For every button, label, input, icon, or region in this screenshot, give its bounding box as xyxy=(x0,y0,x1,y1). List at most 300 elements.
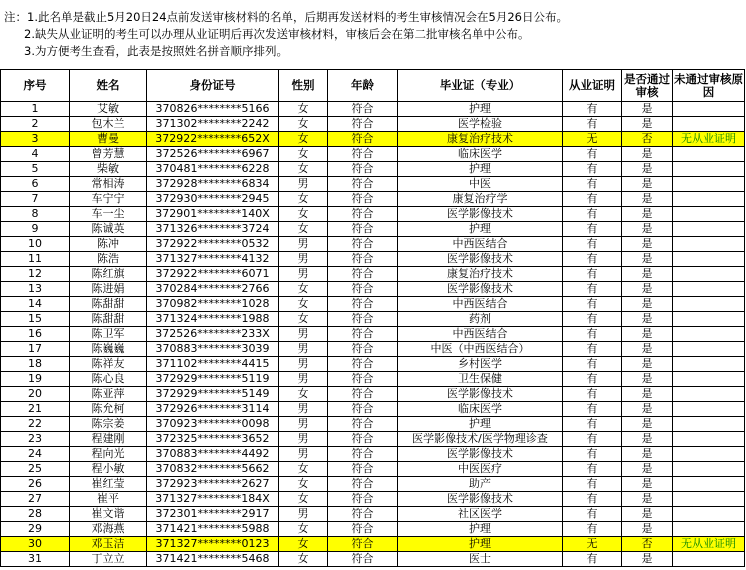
cell-major: 药剂 xyxy=(398,312,563,327)
cell-cert: 有 xyxy=(563,237,622,252)
cell-age: 符合 xyxy=(328,372,398,387)
cell-name: 陈祥友 xyxy=(70,357,147,372)
cell-cert: 有 xyxy=(563,297,622,312)
cell-cert: 有 xyxy=(563,432,622,447)
cell-id: 371326********3724 xyxy=(147,222,279,237)
cell-name: 邓海燕 xyxy=(70,522,147,537)
table-row xyxy=(1,417,745,432)
cell-id: 370832********5662 xyxy=(147,462,279,477)
cell-reason xyxy=(673,417,745,432)
header-major: 毕业证（专业） xyxy=(398,70,563,102)
cell-id: 372929********5149 xyxy=(147,387,279,402)
cell-name: 车一尘 xyxy=(70,207,147,222)
cell-pass: 是 xyxy=(622,477,673,492)
cell-sex: 男 xyxy=(279,402,328,417)
cell-age: 符合 xyxy=(328,132,398,147)
cell-age: 符合 xyxy=(328,252,398,267)
cell-pass: 否 xyxy=(622,132,673,147)
table-row xyxy=(1,237,745,252)
cell-reason xyxy=(673,252,745,267)
cell-id: 372526********6967 xyxy=(147,147,279,162)
cell-no: 12 xyxy=(1,267,70,282)
cell-pass: 是 xyxy=(622,432,673,447)
cell-pass: 是 xyxy=(622,222,673,237)
cell-major: 护理 xyxy=(398,162,563,177)
cell-id: 370481********6228 xyxy=(147,162,279,177)
cell-no: 25 xyxy=(1,462,70,477)
cell-cert: 有 xyxy=(563,417,622,432)
cell-reason xyxy=(673,282,745,297)
cell-reason xyxy=(673,522,745,537)
table-row xyxy=(1,462,745,477)
cell-cert: 无 xyxy=(563,132,622,147)
cell-pass: 是 xyxy=(622,417,673,432)
cell-no: 10 xyxy=(1,237,70,252)
cell-name: 陈甜甜 xyxy=(70,312,147,327)
table-row xyxy=(1,447,745,462)
cell-cert: 有 xyxy=(563,252,622,267)
table-row xyxy=(1,207,745,222)
cell-reason xyxy=(673,372,745,387)
cell-cert: 有 xyxy=(563,282,622,297)
cell-no: 8 xyxy=(1,207,70,222)
table-row xyxy=(1,282,745,297)
cell-reason xyxy=(673,102,745,117)
cell-no: 27 xyxy=(1,492,70,507)
cell-id: 371302********2242 xyxy=(147,117,279,132)
cell-no: 3 xyxy=(1,132,70,147)
cell-major: 医学影像技术 xyxy=(398,252,563,267)
table-row xyxy=(1,552,745,567)
table-row xyxy=(1,267,745,282)
cell-age: 符合 xyxy=(328,432,398,447)
cell-name: 陈进娟 xyxy=(70,282,147,297)
cell-age: 符合 xyxy=(328,507,398,522)
cell-name: 陈红旗 xyxy=(70,267,147,282)
cell-major: 医学影像技术 xyxy=(398,492,563,507)
cell-major: 医学检验 xyxy=(398,117,563,132)
cell-pass: 是 xyxy=(622,492,673,507)
cell-sex: 男 xyxy=(279,357,328,372)
cell-id: 372325********3652 xyxy=(147,432,279,447)
note-2: 2.缺失从业证明的考生可以办理从业证明后再次发送审核材料，审核后会在第二批审核名单中公布。 xyxy=(24,27,530,41)
table-row xyxy=(1,492,745,507)
cell-reason xyxy=(673,477,745,492)
cell-name: 崔红莹 xyxy=(70,477,147,492)
cell-age: 符合 xyxy=(328,237,398,252)
table-row xyxy=(1,342,745,357)
cell-pass: 是 xyxy=(622,252,673,267)
cell-pass: 是 xyxy=(622,342,673,357)
cell-reason xyxy=(673,147,745,162)
table-row xyxy=(1,132,745,147)
cell-no: 11 xyxy=(1,252,70,267)
cell-name: 艾敏 xyxy=(70,102,147,117)
cell-id: 372301********2917 xyxy=(147,507,279,522)
cell-name: 陈巍巍 xyxy=(70,342,147,357)
cell-age: 符合 xyxy=(328,192,398,207)
cell-major: 中西医结合 xyxy=(398,297,563,312)
cell-name: 陈冲 xyxy=(70,237,147,252)
cell-reason xyxy=(673,267,745,282)
header-age: 年龄 xyxy=(328,70,398,102)
cell-cert: 有 xyxy=(563,372,622,387)
cell-reason xyxy=(673,222,745,237)
cell-major: 中西医结合 xyxy=(398,327,563,342)
cell-no: 5 xyxy=(1,162,70,177)
cell-cert: 有 xyxy=(563,327,622,342)
cell-pass: 是 xyxy=(622,237,673,252)
cell-pass: 是 xyxy=(622,522,673,537)
cell-major: 护理 xyxy=(398,522,563,537)
cell-major: 医学影像技术 xyxy=(398,282,563,297)
cell-no: 18 xyxy=(1,357,70,372)
cell-major: 护理 xyxy=(398,222,563,237)
cell-reason xyxy=(673,552,745,567)
cell-no: 28 xyxy=(1,507,70,522)
cell-id: 372922********652X xyxy=(147,132,279,147)
cell-id: 370982********1028 xyxy=(147,297,279,312)
cell-no: 24 xyxy=(1,447,70,462)
cell-pass: 是 xyxy=(622,102,673,117)
cell-major: 助产 xyxy=(398,477,563,492)
table-row xyxy=(1,117,745,132)
cell-id: 372923********2627 xyxy=(147,477,279,492)
cell-age: 符合 xyxy=(328,387,398,402)
cell-cert: 有 xyxy=(563,342,622,357)
cell-age: 符合 xyxy=(328,267,398,282)
cell-age: 符合 xyxy=(328,162,398,177)
cell-name: 车宁宁 xyxy=(70,192,147,207)
cell-cert: 有 xyxy=(563,162,622,177)
cell-reason xyxy=(673,207,745,222)
header-name: 姓名 xyxy=(70,70,147,102)
cell-cert: 有 xyxy=(563,387,622,402)
cell-sex: 女 xyxy=(279,147,328,162)
cell-sex: 女 xyxy=(279,222,328,237)
cell-sex: 女 xyxy=(279,192,328,207)
cell-cert: 有 xyxy=(563,192,622,207)
cell-cert: 有 xyxy=(563,177,622,192)
cell-reason xyxy=(673,312,745,327)
cell-sex: 男 xyxy=(279,267,328,282)
cell-age: 符合 xyxy=(328,342,398,357)
cell-name: 丁立立 xyxy=(70,552,147,567)
cell-name: 陈心良 xyxy=(70,372,147,387)
table-row xyxy=(1,372,745,387)
header-sex: 性别 xyxy=(279,70,328,102)
cell-reason xyxy=(673,192,745,207)
cell-major: 中医医疗 xyxy=(398,462,563,477)
cell-pass: 是 xyxy=(622,402,673,417)
cell-age: 符合 xyxy=(328,477,398,492)
table-row xyxy=(1,387,745,402)
cell-pass: 是 xyxy=(622,117,673,132)
header-cert: 从业证明 xyxy=(563,70,622,102)
header-reason: 未通过审核原因 xyxy=(673,70,745,102)
header-pass: 是否通过审核 xyxy=(622,70,673,102)
cell-major: 康复治疗技术 xyxy=(398,132,563,147)
cell-no: 30 xyxy=(1,537,70,552)
cell-major: 中医 xyxy=(398,177,563,192)
cell-major: 医学影像技术 xyxy=(398,447,563,462)
cell-sex: 女 xyxy=(279,387,328,402)
cell-reason xyxy=(673,507,745,522)
cell-reason xyxy=(673,327,745,342)
cell-cert: 有 xyxy=(563,402,622,417)
cell-sex: 女 xyxy=(279,537,328,552)
cell-age: 符合 xyxy=(328,462,398,477)
cell-name: 程向光 xyxy=(70,447,147,462)
cell-id: 371102********4415 xyxy=(147,357,279,372)
cell-age: 符合 xyxy=(328,282,398,297)
cell-cert: 无 xyxy=(563,537,622,552)
cell-age: 符合 xyxy=(328,177,398,192)
cell-pass: 否 xyxy=(622,537,673,552)
cell-major: 卫生保健 xyxy=(398,372,563,387)
cell-id: 370923********0098 xyxy=(147,417,279,432)
cell-reason xyxy=(673,177,745,192)
cell-reason xyxy=(673,402,745,417)
cell-no: 21 xyxy=(1,402,70,417)
cell-sex: 女 xyxy=(279,117,328,132)
cell-major: 乡村医学 xyxy=(398,357,563,372)
cell-cert: 有 xyxy=(563,102,622,117)
cell-name: 陈宗姜 xyxy=(70,417,147,432)
cell-major: 临床医学 xyxy=(398,402,563,417)
cell-sex: 男 xyxy=(279,237,328,252)
cell-name: 柴敏 xyxy=(70,162,147,177)
cell-sex: 男 xyxy=(279,432,328,447)
cell-cert: 有 xyxy=(563,492,622,507)
cell-reason xyxy=(673,447,745,462)
cell-id: 372929********5119 xyxy=(147,372,279,387)
cell-id: 370826********5166 xyxy=(147,102,279,117)
cell-sex: 女 xyxy=(279,102,328,117)
cell-pass: 是 xyxy=(622,207,673,222)
cell-pass: 是 xyxy=(622,447,673,462)
cell-age: 符合 xyxy=(328,522,398,537)
table-row xyxy=(1,252,745,267)
cell-id: 371324********1988 xyxy=(147,312,279,327)
cell-reason xyxy=(673,162,745,177)
cell-major: 医学影像技术 xyxy=(398,387,563,402)
cell-cert: 有 xyxy=(563,507,622,522)
cell-age: 符合 xyxy=(328,357,398,372)
cell-reason xyxy=(673,297,745,312)
cell-id: 370883********4492 xyxy=(147,447,279,462)
cell-no: 2 xyxy=(1,117,70,132)
cell-no: 26 xyxy=(1,477,70,492)
cell-name: 程建刚 xyxy=(70,432,147,447)
cell-no: 16 xyxy=(1,327,70,342)
cell-no: 14 xyxy=(1,297,70,312)
cell-name: 常相涛 xyxy=(70,177,147,192)
cell-id: 370883********3039 xyxy=(147,342,279,357)
table-row xyxy=(1,312,745,327)
cell-cert: 有 xyxy=(563,312,622,327)
cell-no: 9 xyxy=(1,222,70,237)
table-row xyxy=(1,522,745,537)
cell-age: 符合 xyxy=(328,207,398,222)
cell-sex: 男 xyxy=(279,327,328,342)
cell-id: 372926********3114 xyxy=(147,402,279,417)
table-row xyxy=(1,327,745,342)
cell-cert: 有 xyxy=(563,117,622,132)
cell-id: 372928********6834 xyxy=(147,177,279,192)
table-row xyxy=(1,177,745,192)
note-3: 3.为方便考生查看，此表是按照姓名拼音顺序排列。 xyxy=(24,44,288,58)
cell-no: 23 xyxy=(1,432,70,447)
cell-reason xyxy=(673,342,745,357)
cell-cert: 有 xyxy=(563,447,622,462)
cell-pass: 是 xyxy=(622,147,673,162)
cell-sex: 男 xyxy=(279,252,328,267)
header-no: 序号 xyxy=(1,70,70,102)
table-row xyxy=(1,297,745,312)
table-header-row xyxy=(1,70,745,102)
cell-sex: 女 xyxy=(279,132,328,147)
cell-age: 符合 xyxy=(328,537,398,552)
table-row xyxy=(1,402,745,417)
cell-pass: 是 xyxy=(622,357,673,372)
cell-age: 符合 xyxy=(328,147,398,162)
cell-reason xyxy=(673,432,745,447)
review-list-table xyxy=(0,69,745,567)
cell-major: 中西医结合 xyxy=(398,237,563,252)
cell-cert: 有 xyxy=(563,267,622,282)
cell-name: 邓玉洁 xyxy=(70,537,147,552)
cell-cert: 有 xyxy=(563,357,622,372)
cell-id: 371327********0123 xyxy=(147,537,279,552)
cell-sex: 男 xyxy=(279,507,328,522)
cell-no: 4 xyxy=(1,147,70,162)
cell-sex: 女 xyxy=(279,462,328,477)
cell-cert: 有 xyxy=(563,477,622,492)
cell-name: 曹曼 xyxy=(70,132,147,147)
cell-sex: 女 xyxy=(279,162,328,177)
cell-sex: 女 xyxy=(279,312,328,327)
cell-id: 372922********0532 xyxy=(147,237,279,252)
cell-cert: 有 xyxy=(563,522,622,537)
cell-name: 崔平 xyxy=(70,492,147,507)
cell-reason xyxy=(673,462,745,477)
cell-major: 护理 xyxy=(398,537,563,552)
cell-age: 符合 xyxy=(328,312,398,327)
cell-cert: 有 xyxy=(563,207,622,222)
cell-major: 中医（中西医结合） xyxy=(398,342,563,357)
cell-cert: 有 xyxy=(563,147,622,162)
table-row xyxy=(1,102,745,117)
cell-id: 372901********140X xyxy=(147,207,279,222)
cell-major: 医士 xyxy=(398,552,563,567)
cell-no: 15 xyxy=(1,312,70,327)
cell-no: 29 xyxy=(1,522,70,537)
cell-age: 符合 xyxy=(328,297,398,312)
cell-pass: 是 xyxy=(622,267,673,282)
cell-pass: 是 xyxy=(622,297,673,312)
cell-id: 371327********4132 xyxy=(147,252,279,267)
cell-major: 康复治疗学 xyxy=(398,192,563,207)
cell-age: 符合 xyxy=(328,447,398,462)
cell-sex: 男 xyxy=(279,447,328,462)
cell-pass: 是 xyxy=(622,462,673,477)
cell-pass: 是 xyxy=(622,282,673,297)
cell-no: 20 xyxy=(1,387,70,402)
cell-sex: 男 xyxy=(279,417,328,432)
table-row xyxy=(1,162,745,177)
cell-age: 符合 xyxy=(328,327,398,342)
cell-no: 17 xyxy=(1,342,70,357)
cell-name: 陈浩 xyxy=(70,252,147,267)
note-1: 注：1.此名单是截止5月20日24点前发送审核材料的名单，后期再发送材料的考生审核情况会在5月26日公布。 xyxy=(4,10,569,24)
table-row xyxy=(1,192,745,207)
cell-sex: 女 xyxy=(279,552,328,567)
cell-pass: 是 xyxy=(622,387,673,402)
cell-sex: 女 xyxy=(279,207,328,222)
cell-name: 崔文谐 xyxy=(70,507,147,522)
cell-name: 陈诚英 xyxy=(70,222,147,237)
cell-name: 陈甜甜 xyxy=(70,297,147,312)
cell-no: 6 xyxy=(1,177,70,192)
cell-major: 社区医学 xyxy=(398,507,563,522)
notes-section xyxy=(0,0,746,69)
cell-major: 护理 xyxy=(398,102,563,117)
cell-major: 医学影像技术 xyxy=(398,207,563,222)
cell-name: 陈允柯 xyxy=(70,402,147,417)
cell-id: 370284********2766 xyxy=(147,282,279,297)
cell-id: 372526********233X xyxy=(147,327,279,342)
cell-reason xyxy=(673,492,745,507)
cell-pass: 是 xyxy=(622,162,673,177)
cell-name: 陈卫军 xyxy=(70,327,147,342)
cell-no: 13 xyxy=(1,282,70,297)
table-row xyxy=(1,477,745,492)
cell-pass: 是 xyxy=(622,327,673,342)
cell-sex: 女 xyxy=(279,477,328,492)
cell-sex: 男 xyxy=(279,177,328,192)
cell-pass: 是 xyxy=(622,312,673,327)
table-row xyxy=(1,147,745,162)
cell-pass: 是 xyxy=(622,552,673,567)
cell-major: 护理 xyxy=(398,417,563,432)
cell-sex: 女 xyxy=(279,297,328,312)
table-row xyxy=(1,537,745,552)
cell-major: 医学影像技术/医学物理诊查 xyxy=(398,432,563,447)
cell-id: 371421********5468 xyxy=(147,552,279,567)
cell-age: 符合 xyxy=(328,492,398,507)
cell-sex: 男 xyxy=(279,342,328,357)
cell-age: 符合 xyxy=(328,402,398,417)
table-row xyxy=(1,357,745,372)
table-row xyxy=(1,222,745,237)
cell-id: 371421********5988 xyxy=(147,522,279,537)
table-row xyxy=(1,507,745,522)
table-row xyxy=(1,432,745,447)
cell-age: 符合 xyxy=(328,417,398,432)
cell-no: 22 xyxy=(1,417,70,432)
cell-name: 曾芳慧 xyxy=(70,147,147,162)
cell-pass: 是 xyxy=(622,372,673,387)
cell-name: 程小敏 xyxy=(70,462,147,477)
cell-id: 371327********184X xyxy=(147,492,279,507)
cell-no: 31 xyxy=(1,552,70,567)
cell-sex: 女 xyxy=(279,492,328,507)
header-id: 身份证号 xyxy=(147,70,279,102)
cell-reason: 无从业证明 xyxy=(673,537,745,552)
cell-no: 1 xyxy=(1,102,70,117)
cell-reason xyxy=(673,387,745,402)
